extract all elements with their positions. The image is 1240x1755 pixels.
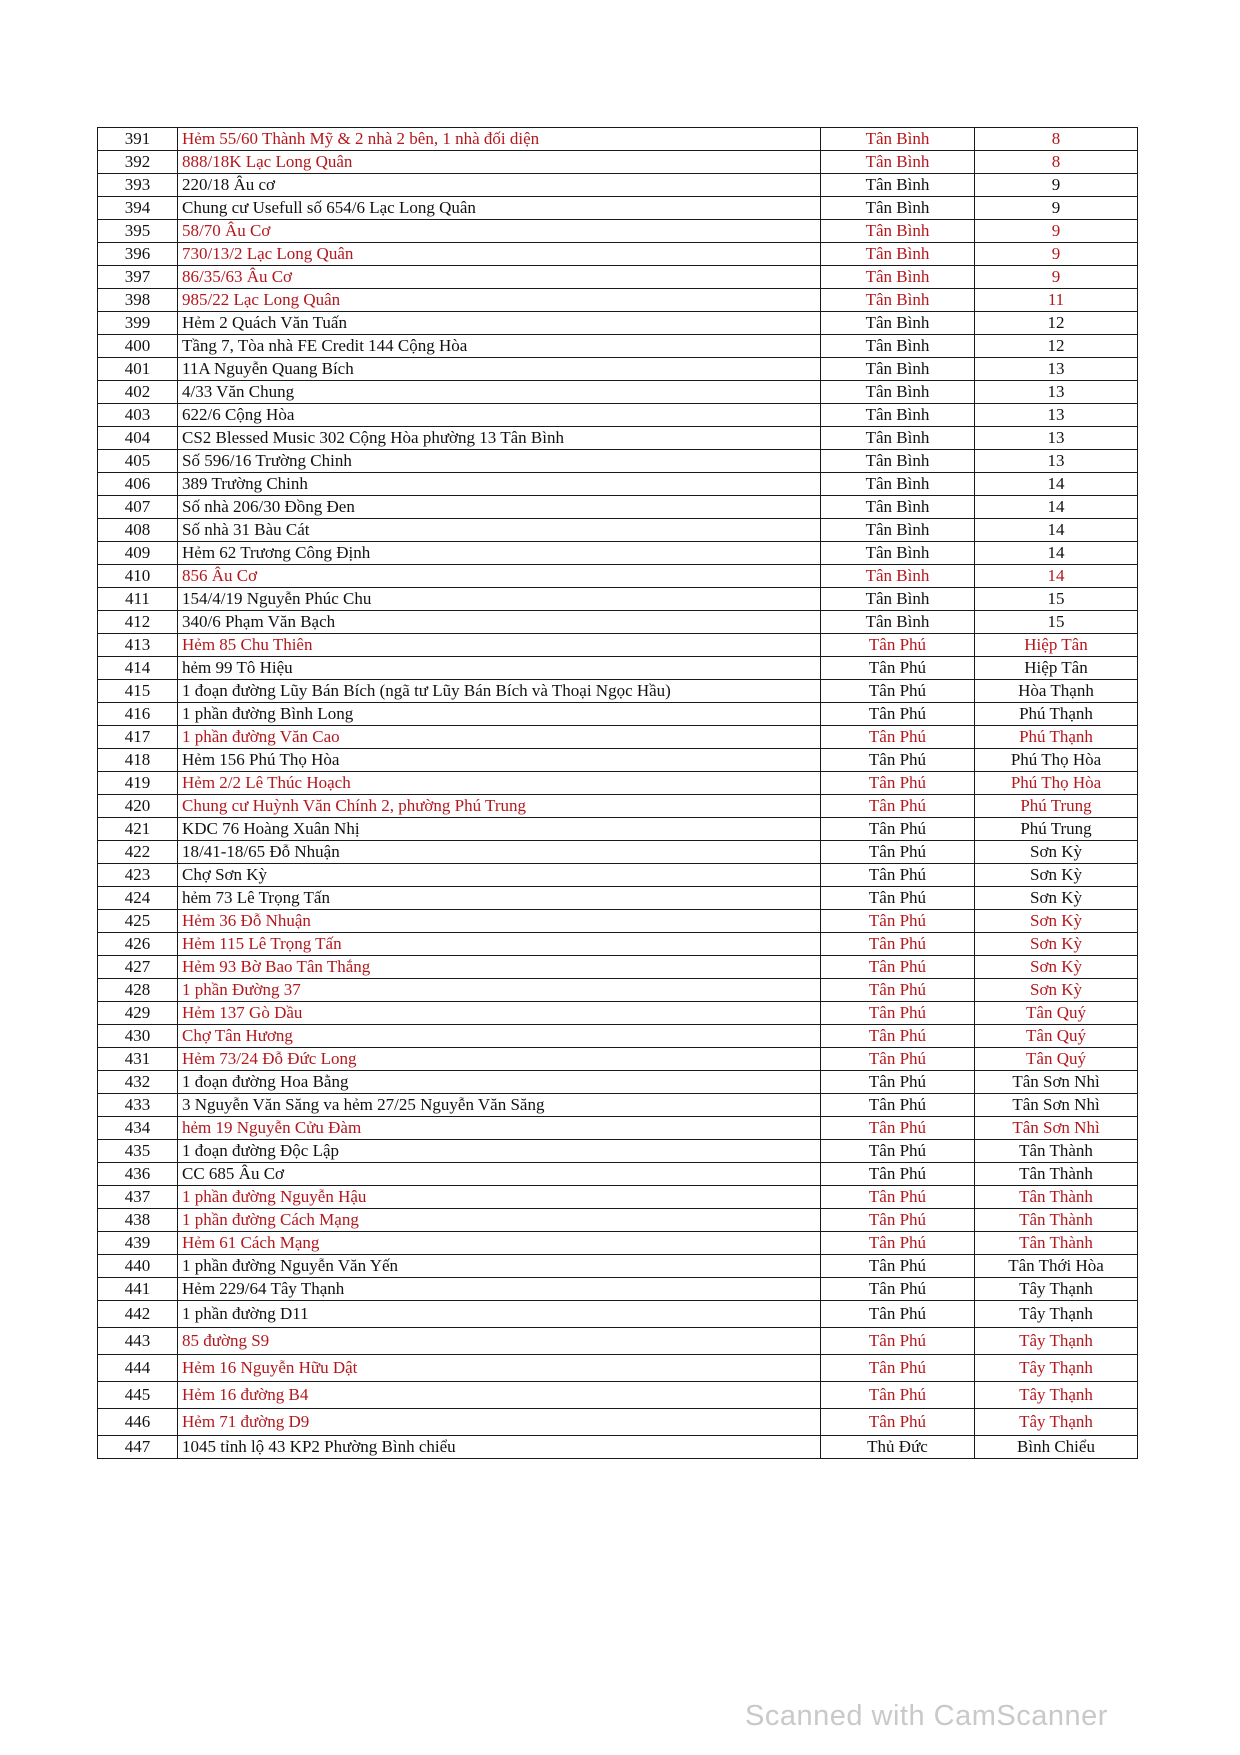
address-cell: Hẻm 229/64 Tây Thạnh [178, 1278, 821, 1301]
ward-cell: 8 [975, 151, 1138, 174]
address-cell: Hẻm 115 Lê Trọng Tấn [178, 933, 821, 956]
district-cell: Tân Phú [821, 887, 975, 910]
row-number-cell: 443 [98, 1328, 178, 1355]
district-cell: Tân Phú [821, 657, 975, 680]
table-row [98, 335, 1138, 358]
table-row [98, 220, 1138, 243]
table-row [98, 933, 1138, 956]
address-cell: Hẻm 2/2 Lê Thúc Hoạch [178, 772, 821, 795]
district-cell: Tân Phú [821, 1163, 975, 1186]
table-row [98, 1094, 1138, 1117]
ward-cell: Hiệp Tân [975, 634, 1138, 657]
row-number-cell: 429 [98, 1002, 178, 1025]
row-number-cell: 405 [98, 450, 178, 473]
row-number-cell: 435 [98, 1140, 178, 1163]
district-cell: Tân Phú [821, 1382, 975, 1409]
row-number-cell: 447 [98, 1436, 178, 1459]
ward-cell: 14 [975, 473, 1138, 496]
district-cell: Tân Phú [821, 1094, 975, 1117]
ward-cell: Tân Thành [975, 1232, 1138, 1255]
table-row [98, 956, 1138, 979]
ward-cell: 13 [975, 450, 1138, 473]
row-number-cell: 441 [98, 1278, 178, 1301]
table-row [98, 634, 1138, 657]
ward-cell: Tân Thành [975, 1140, 1138, 1163]
ward-cell: 11 [975, 289, 1138, 312]
row-number-cell: 431 [98, 1048, 178, 1071]
row-number-cell: 419 [98, 772, 178, 795]
district-cell: Tân Phú [821, 910, 975, 933]
row-number-cell: 440 [98, 1255, 178, 1278]
address-cell: KDC 76 Hoàng Xuân Nhị [178, 818, 821, 841]
address-cell: Tầng 7, Tòa nhà FE Credit 144 Cộng Hòa [178, 335, 821, 358]
table-row [98, 1025, 1138, 1048]
row-number-cell: 420 [98, 795, 178, 818]
table-row [98, 887, 1138, 910]
row-number-cell: 391 [98, 128, 178, 151]
address-cell: 1 đoạn đường Lũy Bán Bích (ngã tư Lũy Bán Bích và Thoại Ngọc Hầu) [178, 680, 821, 703]
address-cell: Hẻm 36 Đỗ Nhuận [178, 910, 821, 933]
district-cell: Tân Phú [821, 1186, 975, 1209]
district-cell: Tân Bình [821, 220, 975, 243]
ward-cell: 12 [975, 312, 1138, 335]
ward-cell: Sơn Kỳ [975, 864, 1138, 887]
address-cell: 1045 tỉnh lộ 43 KP2 Phường Bình chiểu [178, 1436, 821, 1459]
address-cell: 1 phần đường D11 [178, 1301, 821, 1328]
row-number-cell: 446 [98, 1409, 178, 1436]
address-cell: Hẻm 85 Chu Thiên [178, 634, 821, 657]
district-cell: Tân Bình [821, 266, 975, 289]
ward-cell: Tân Thành [975, 1186, 1138, 1209]
table-row [98, 174, 1138, 197]
table-row [98, 519, 1138, 542]
ward-cell: Sơn Kỳ [975, 933, 1138, 956]
district-cell: Tân Phú [821, 1328, 975, 1355]
table-row [98, 542, 1138, 565]
ward-cell: 14 [975, 496, 1138, 519]
district-cell: Tân Bình [821, 519, 975, 542]
ward-cell: Tân Quý [975, 1048, 1138, 1071]
table-row [98, 726, 1138, 749]
address-cell: Hẻm 2 Quách Văn Tuấn [178, 312, 821, 335]
ward-cell: Tân Thành [975, 1163, 1138, 1186]
address-cell: 1 phần đường Cách Mạng [178, 1209, 821, 1232]
address-cell: Số 596/16 Trường Chinh [178, 450, 821, 473]
table-row [98, 427, 1138, 450]
table-row [98, 289, 1138, 312]
ward-cell: Sơn Kỳ [975, 887, 1138, 910]
row-number-cell: 421 [98, 818, 178, 841]
table-row [98, 1048, 1138, 1071]
row-number-cell: 433 [98, 1094, 178, 1117]
table-row [98, 1117, 1138, 1140]
ward-cell: 12 [975, 335, 1138, 358]
row-number-cell: 444 [98, 1355, 178, 1382]
table-row [98, 611, 1138, 634]
address-cell: Hẻm 137 Gò Dầu [178, 1002, 821, 1025]
address-cell: 389 Trường Chinh [178, 473, 821, 496]
row-number-cell: 397 [98, 266, 178, 289]
ward-cell: Phú Trung [975, 795, 1138, 818]
ward-cell: 14 [975, 519, 1138, 542]
row-number-cell: 416 [98, 703, 178, 726]
table-row [98, 841, 1138, 864]
address-cell: 1 phần đường Bình Long [178, 703, 821, 726]
district-cell: Tân Phú [821, 749, 975, 772]
ward-cell: 14 [975, 542, 1138, 565]
district-cell: Tân Phú [821, 1232, 975, 1255]
district-cell: Tân Phú [821, 680, 975, 703]
row-number-cell: 410 [98, 565, 178, 588]
address-cell: 58/70 Âu Cơ [178, 220, 821, 243]
district-cell: Tân Phú [821, 1025, 975, 1048]
row-number-cell: 430 [98, 1025, 178, 1048]
district-cell: Tân Bình [821, 381, 975, 404]
district-cell: Tân Phú [821, 1140, 975, 1163]
ward-cell: Tân Sơn Nhì [975, 1094, 1138, 1117]
ward-cell: Tân Thới Hòa [975, 1255, 1138, 1278]
ward-cell: 9 [975, 266, 1138, 289]
district-cell: Tân Phú [821, 1301, 975, 1328]
row-number-cell: 392 [98, 151, 178, 174]
address-cell: Chung cư Usefull số 654/6 Lạc Long Quân [178, 197, 821, 220]
address-cell: Hẻm 156 Phú Thọ Hòa [178, 749, 821, 772]
ward-cell: Tân Thành [975, 1209, 1138, 1232]
table-row [98, 1328, 1138, 1355]
district-cell: Tân Phú [821, 1117, 975, 1140]
ward-cell: Tân Quý [975, 1025, 1138, 1048]
row-number-cell: 399 [98, 312, 178, 335]
address-cell: Chung cư Huỳnh Văn Chính 2, phường Phú Trung [178, 795, 821, 818]
address-cell: Hẻm 16 Nguyễn Hữu Dật [178, 1355, 821, 1382]
address-cell: Hẻm 93 Bờ Bao Tân Thắng [178, 956, 821, 979]
table-row [98, 358, 1138, 381]
address-cell: 3 Nguyễn Văn Săng va hẻm 27/25 Nguyễn Văn Săng [178, 1094, 821, 1117]
district-cell: Tân Bình [821, 565, 975, 588]
row-number-cell: 442 [98, 1301, 178, 1328]
row-number-cell: 396 [98, 243, 178, 266]
address-cell: Hẻm 71 đường D9 [178, 1409, 821, 1436]
district-cell: Tân Phú [821, 1002, 975, 1025]
address-cell: Số nhà 206/30 Đồng Đen [178, 496, 821, 519]
district-cell: Tân Bình [821, 427, 975, 450]
ward-cell: Tân Sơn Nhì [975, 1071, 1138, 1094]
address-cell: 11A Nguyễn Quang Bích [178, 358, 821, 381]
address-cell: hẻm 99 Tô Hiệu [178, 657, 821, 680]
district-cell: Tân Phú [821, 864, 975, 887]
district-cell: Tân Bình [821, 473, 975, 496]
district-cell: Tân Bình [821, 611, 975, 634]
address-cell: CC 685 Âu Cơ [178, 1163, 821, 1186]
row-number-cell: 404 [98, 427, 178, 450]
ward-cell: Tây Thạnh [975, 1382, 1138, 1409]
row-number-cell: 426 [98, 933, 178, 956]
district-cell: Tân Phú [821, 818, 975, 841]
address-cell: 985/22 Lạc Long Quân [178, 289, 821, 312]
ward-cell: 15 [975, 611, 1138, 634]
district-cell: Tân Bình [821, 312, 975, 335]
ward-cell: 9 [975, 243, 1138, 266]
camscanner-watermark: Scanned with CamScanner [745, 1700, 1108, 1732]
ward-cell: Tây Thạnh [975, 1328, 1138, 1355]
table-row [98, 979, 1138, 1002]
address-cell: 1 phần đường Nguyễn Văn Yến [178, 1255, 821, 1278]
table-row [98, 1409, 1138, 1436]
district-cell: Tân Phú [821, 979, 975, 1002]
address-cell: 85 đường S9 [178, 1328, 821, 1355]
ward-cell: 13 [975, 381, 1138, 404]
table-row [98, 151, 1138, 174]
district-cell: Tân Bình [821, 450, 975, 473]
table-row [98, 128, 1138, 151]
address-cell: 86/35/63 Âu Cơ [178, 266, 821, 289]
row-number-cell: 445 [98, 1382, 178, 1409]
table-row [98, 450, 1138, 473]
table-row [98, 197, 1138, 220]
table-row [98, 1355, 1138, 1382]
row-number-cell: 393 [98, 174, 178, 197]
table-row [98, 864, 1138, 887]
row-number-cell: 409 [98, 542, 178, 565]
ward-cell: 13 [975, 404, 1138, 427]
row-number-cell: 439 [98, 1232, 178, 1255]
address-cell: 730/13/2 Lạc Long Quân [178, 243, 821, 266]
ward-cell: 9 [975, 197, 1138, 220]
row-number-cell: 407 [98, 496, 178, 519]
row-number-cell: 427 [98, 956, 178, 979]
district-cell: Tân Phú [821, 841, 975, 864]
district-cell: Tân Phú [821, 772, 975, 795]
ward-cell: 9 [975, 220, 1138, 243]
address-cell: 1 đoạn đường Hoa Bằng [178, 1071, 821, 1094]
table-body [98, 128, 1138, 1459]
address-cell: 1 đoạn đường Độc Lập [178, 1140, 821, 1163]
row-number-cell: 428 [98, 979, 178, 1002]
district-cell: Tân Bình [821, 542, 975, 565]
table-row [98, 910, 1138, 933]
ward-cell: Phú Thạnh [975, 703, 1138, 726]
ward-cell: Tân Quý [975, 1002, 1138, 1025]
address-cell: 888/18K Lạc Long Quân [178, 151, 821, 174]
row-number-cell: 414 [98, 657, 178, 680]
ward-cell: 13 [975, 427, 1138, 450]
table-row [98, 243, 1138, 266]
district-cell: Tân Phú [821, 1278, 975, 1301]
address-cell: 220/18 Âu cơ [178, 174, 821, 197]
row-number-cell: 394 [98, 197, 178, 220]
address-cell: Hẻm 61 Cách Mạng [178, 1232, 821, 1255]
table-row [98, 772, 1138, 795]
district-cell: Tân Bình [821, 128, 975, 151]
district-cell: Thủ Đức [821, 1436, 975, 1459]
ward-cell: Phú Thạnh [975, 726, 1138, 749]
district-cell: Tân Phú [821, 795, 975, 818]
row-number-cell: 402 [98, 381, 178, 404]
row-number-cell: 412 [98, 611, 178, 634]
table-row [98, 473, 1138, 496]
row-number-cell: 411 [98, 588, 178, 611]
table-row [98, 1301, 1138, 1328]
row-number-cell: 437 [98, 1186, 178, 1209]
address-cell: Hẻm 62 Trương Công Định [178, 542, 821, 565]
district-cell: Tân Bình [821, 289, 975, 312]
ward-cell: 13 [975, 358, 1138, 381]
table-row [98, 565, 1138, 588]
ward-cell: 9 [975, 174, 1138, 197]
row-number-cell: 401 [98, 358, 178, 381]
ward-cell: 8 [975, 128, 1138, 151]
table-row [98, 749, 1138, 772]
table-row [98, 818, 1138, 841]
table-row [98, 1163, 1138, 1186]
ward-cell: Sơn Kỳ [975, 956, 1138, 979]
ward-cell: Sơn Kỳ [975, 979, 1138, 1002]
row-number-cell: 418 [98, 749, 178, 772]
row-number-cell: 422 [98, 841, 178, 864]
district-cell: Tân Phú [821, 634, 975, 657]
district-cell: Tân Bình [821, 243, 975, 266]
row-number-cell: 406 [98, 473, 178, 496]
district-cell: Tân Phú [821, 1048, 975, 1071]
address-cell: 154/4/19 Nguyễn Phúc Chu [178, 588, 821, 611]
table-row [98, 1232, 1138, 1255]
ward-cell: Tây Thạnh [975, 1355, 1138, 1382]
ward-cell: Sơn Kỳ [975, 910, 1138, 933]
address-cell: CS2 Blessed Music 302 Cộng Hòa phường 13 Tân Bình [178, 427, 821, 450]
district-cell: Tân Phú [821, 1255, 975, 1278]
row-number-cell: 403 [98, 404, 178, 427]
ward-cell: Tây Thạnh [975, 1301, 1138, 1328]
row-number-cell: 434 [98, 1117, 178, 1140]
address-cell: 622/6 Cộng Hòa [178, 404, 821, 427]
table-row [98, 795, 1138, 818]
address-cell: Hẻm 16 đường B4 [178, 1382, 821, 1409]
address-cell: 1 phần đường Văn Cao [178, 726, 821, 749]
table-row [98, 312, 1138, 335]
table-row [98, 1382, 1138, 1409]
ward-cell: 15 [975, 588, 1138, 611]
district-cell: Tân Phú [821, 726, 975, 749]
district-cell: Tân Phú [821, 1355, 975, 1382]
table-row [98, 496, 1138, 519]
locations-table [97, 127, 1138, 1459]
address-cell: Chợ Sơn Kỳ [178, 864, 821, 887]
district-cell: Tân Bình [821, 151, 975, 174]
address-cell: Số nhà 31 Bàu Cát [178, 519, 821, 542]
address-cell: Hẻm 73/24 Đỗ Đức Long [178, 1048, 821, 1071]
table-row [98, 1255, 1138, 1278]
table-row [98, 381, 1138, 404]
row-number-cell: 425 [98, 910, 178, 933]
district-cell: Tân Bình [821, 174, 975, 197]
ward-cell: Sơn Kỳ [975, 841, 1138, 864]
row-number-cell: 398 [98, 289, 178, 312]
ward-cell: Tây Thạnh [975, 1278, 1138, 1301]
table-row [98, 588, 1138, 611]
row-number-cell: 432 [98, 1071, 178, 1094]
row-number-cell: 423 [98, 864, 178, 887]
table-row [98, 266, 1138, 289]
district-cell: Tân Phú [821, 933, 975, 956]
address-cell: 340/6 Phạm Văn Bạch [178, 611, 821, 634]
table-row [98, 680, 1138, 703]
address-cell: Chợ Tân Hương [178, 1025, 821, 1048]
row-number-cell: 415 [98, 680, 178, 703]
district-cell: Tân Phú [821, 1209, 975, 1232]
address-cell: 1 phần Đường 37 [178, 979, 821, 1002]
table-row [98, 657, 1138, 680]
row-number-cell: 436 [98, 1163, 178, 1186]
table-row [98, 1071, 1138, 1094]
district-cell: Tân Phú [821, 703, 975, 726]
ward-cell: Tân Sơn Nhì [975, 1117, 1138, 1140]
district-cell: Tân Bình [821, 496, 975, 519]
table-row [98, 1002, 1138, 1025]
district-cell: Tân Phú [821, 1409, 975, 1436]
table-row [98, 1209, 1138, 1232]
address-cell: 856 Âu Cơ [178, 565, 821, 588]
table-row [98, 1436, 1138, 1459]
ward-cell: Phú Thọ Hòa [975, 772, 1138, 795]
district-cell: Tân Phú [821, 956, 975, 979]
row-number-cell: 400 [98, 335, 178, 358]
address-cell: 1 phần đường Nguyễn Hậu [178, 1186, 821, 1209]
row-number-cell: 438 [98, 1209, 178, 1232]
ward-cell: 14 [975, 565, 1138, 588]
ward-cell: Tây Thạnh [975, 1409, 1138, 1436]
district-cell: Tân Bình [821, 335, 975, 358]
table-row [98, 1140, 1138, 1163]
table-row [98, 404, 1138, 427]
table-row [98, 1186, 1138, 1209]
address-cell: hẻm 19 Nguyễn Cửu Đàm [178, 1117, 821, 1140]
address-cell: 4/33 Văn Chung [178, 381, 821, 404]
row-number-cell: 424 [98, 887, 178, 910]
ward-cell: Hòa Thạnh [975, 680, 1138, 703]
ward-cell: Phú Thọ Hòa [975, 749, 1138, 772]
row-number-cell: 413 [98, 634, 178, 657]
address-cell: hẻm 73 Lê Trọng Tấn [178, 887, 821, 910]
row-number-cell: 417 [98, 726, 178, 749]
row-number-cell: 408 [98, 519, 178, 542]
district-cell: Tân Bình [821, 588, 975, 611]
row-number-cell: 395 [98, 220, 178, 243]
table-row [98, 1278, 1138, 1301]
ward-cell: Phú Trung [975, 818, 1138, 841]
address-cell: 18/41-18/65 Đỗ Nhuận [178, 841, 821, 864]
ward-cell: Bình Chiểu [975, 1436, 1138, 1459]
district-cell: Tân Bình [821, 358, 975, 381]
district-cell: Tân Bình [821, 404, 975, 427]
table-row [98, 703, 1138, 726]
district-cell: Tân Phú [821, 1071, 975, 1094]
district-cell: Tân Bình [821, 197, 975, 220]
ward-cell: Hiệp Tân [975, 657, 1138, 680]
address-cell: Hẻm 55/60 Thành Mỹ & 2 nhà 2 bên, 1 nhà đối diện [178, 128, 821, 151]
